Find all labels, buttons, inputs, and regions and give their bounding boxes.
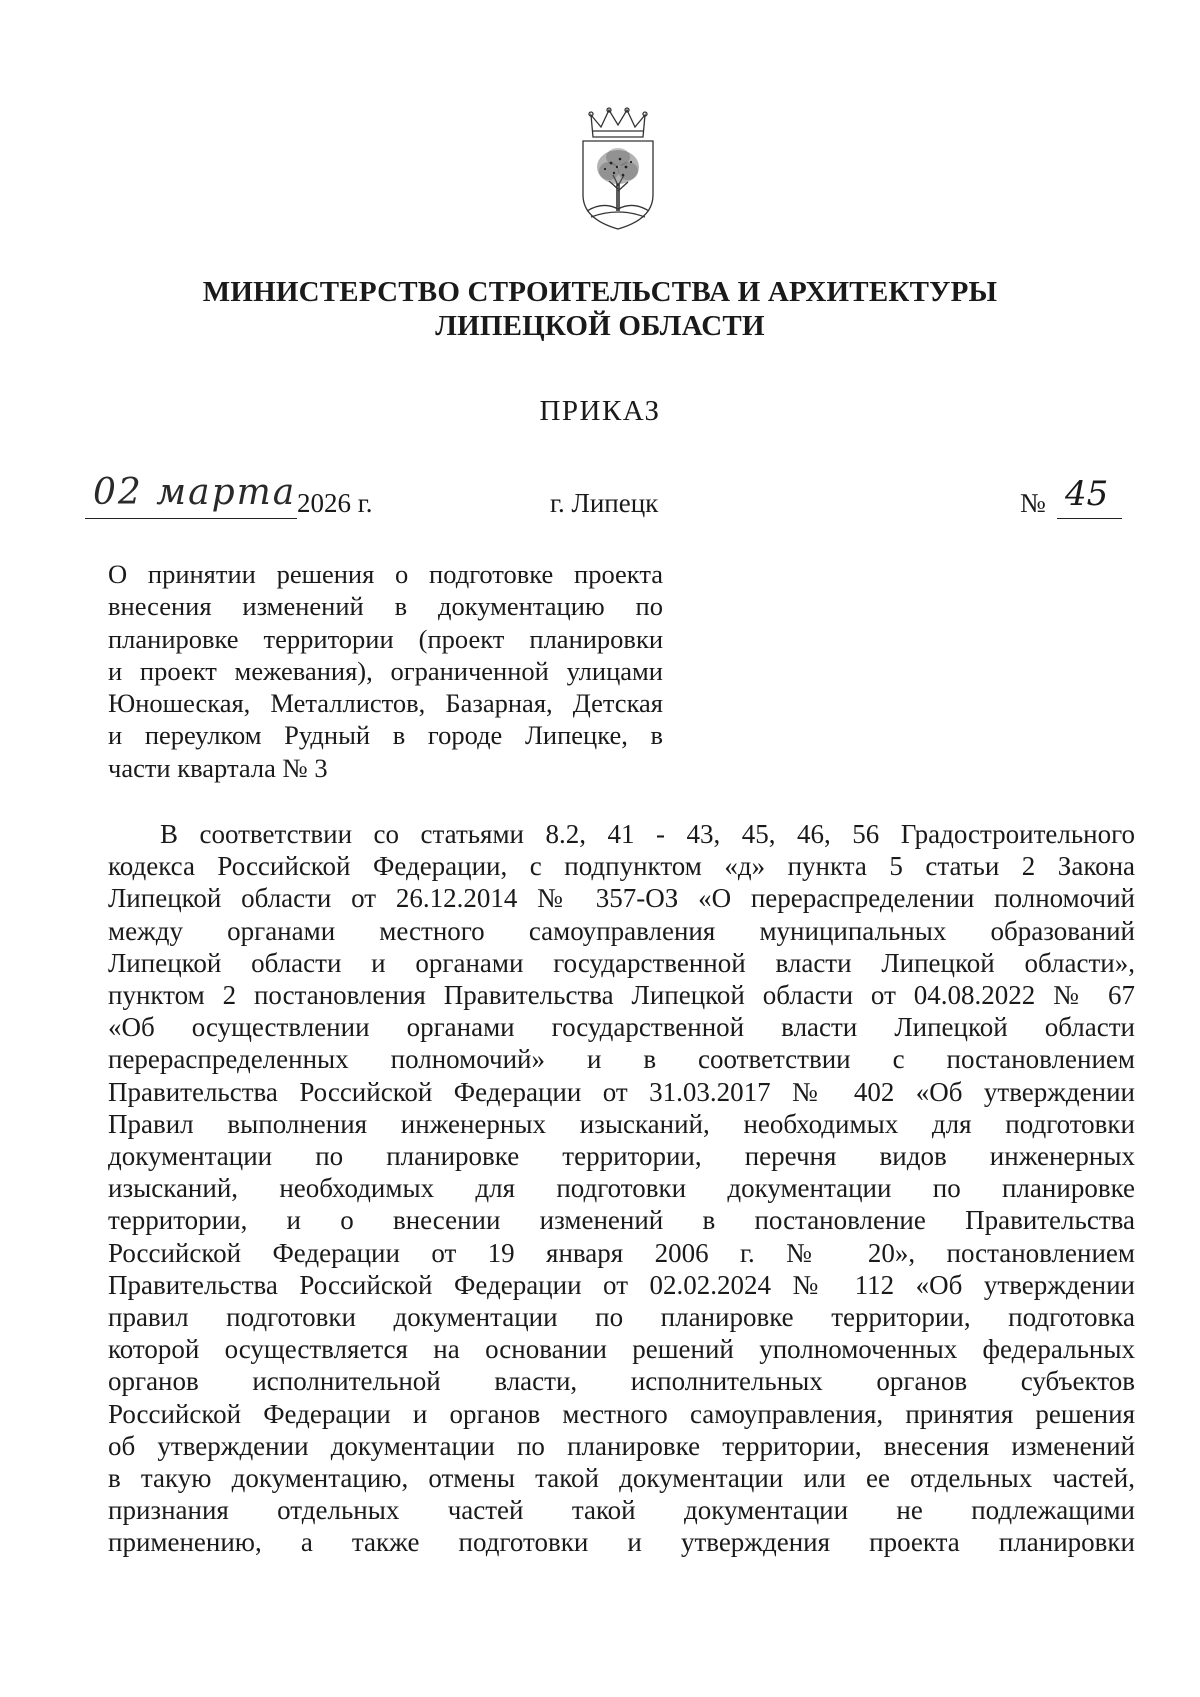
- body-line: признания отдельных частей такой документации не подлежащими: [108, 1495, 1135, 1526]
- body-line: территории, и о внесении изменений в постановление Правительства: [108, 1205, 1135, 1236]
- body-line: Правительства Российской Федерации от 02.02.2024 № 112 «Об утверждении: [108, 1269, 1135, 1300]
- handwritten-date: 02 марта: [93, 472, 297, 513]
- subject-line: планировке территории (проект планировки: [108, 623, 663, 654]
- body-line: об утверждении документации по планировке территории, внесения изменений: [108, 1430, 1135, 1461]
- body-line: кодекса Российской Федерации, с подпунктом «д» пункта 5 статьи 2 Закона: [108, 851, 1135, 882]
- lipetsk-coat-of-arms-icon: [573, 107, 663, 235]
- body-line: правил подготовки документации по планировке территории, подготовка: [108, 1302, 1135, 1333]
- date-year: 2026 г.: [297, 488, 373, 518]
- date-underline: [85, 518, 297, 519]
- body-line: применению, а также подготовки и утверждения проекта планировки: [108, 1527, 1135, 1558]
- subject-line: О принятии решения о подготовке проекта: [108, 559, 663, 589]
- date-number-line: [85, 472, 1130, 524]
- ministry-heading: [0, 275, 1200, 343]
- body-line: Российской Федерации и органов местного самоуправления, принятия решения: [108, 1398, 1135, 1429]
- subject-line: части квартала № 3: [108, 752, 328, 783]
- ministry-line-2: ЛИПЕЦКОЙ ОБЛАСТИ: [435, 310, 765, 342]
- body-line: Правительства Российской Федерации от 31.03.2017 № 402 «Об утверждении: [108, 1076, 1135, 1107]
- handwritten-number: 45: [1065, 474, 1109, 514]
- body-line: которой осуществляется на основании решений уполномоченных федеральных: [108, 1334, 1135, 1365]
- subject-line: внесения изменений в документацию по: [108, 591, 663, 622]
- body-line: в такую документацию, отмены такой документации или ее отдельных частей,: [108, 1463, 1135, 1494]
- subject-line: Юношеская, Металлистов, Базарная, Детская: [108, 688, 663, 719]
- subject-line: и проект межевания), ограниченной улицами: [108, 655, 663, 686]
- body-line: В соответствии со статьями 8.2, 41 - 43, 45, 46, 56 Градостроительного: [160, 819, 1135, 849]
- number-label: №: [1020, 488, 1046, 518]
- order-subject: [108, 558, 663, 784]
- number-underline: [1057, 518, 1122, 519]
- body-line: между органами местного самоуправления муниципальных образований: [108, 915, 1135, 946]
- body-line: изысканий, необходимых для подготовки документации по планировке: [108, 1173, 1135, 1204]
- body-line: Липецкой области от 26.12.2014 № 357-ОЗ «О перераспределении полномочий: [108, 883, 1135, 914]
- body-line: документации по планировке территории, перечня видов инженерных: [108, 1141, 1135, 1172]
- document-type-title: ПРИКАЗ: [539, 395, 661, 427]
- body-line: «Об осуществлении органами государственной власти Липецкой области: [108, 1012, 1135, 1043]
- subject-line: и переулком Рудный в городе Липецке, в: [108, 720, 663, 751]
- body-line: Российской Федерации от 19 января 2006 г. № 20», постановлением: [108, 1237, 1135, 1268]
- body-paragraph: [108, 818, 1135, 1559]
- body-line: Липецкой области и органами государственной власти Липецкой области»,: [108, 947, 1135, 978]
- body-line: перераспределенных полномочий» и в соответствии с постановлением: [108, 1044, 1135, 1075]
- body-line: органов исполнительной власти, исполнительных органов субъектов: [108, 1366, 1135, 1397]
- body-line: Правил выполнения инженерных изысканий, необходимых для подготовки: [108, 1108, 1135, 1139]
- city-name: г. Липецк: [550, 488, 659, 518]
- body-line: пунктом 2 постановления Правительства Липецкой области от 04.08.2022 № 67: [108, 980, 1135, 1011]
- ministry-line-1: МИНИСТЕРСТВО СТРОИТЕЛЬСТВА И АРХИТЕКТУРЫ: [202, 276, 998, 308]
